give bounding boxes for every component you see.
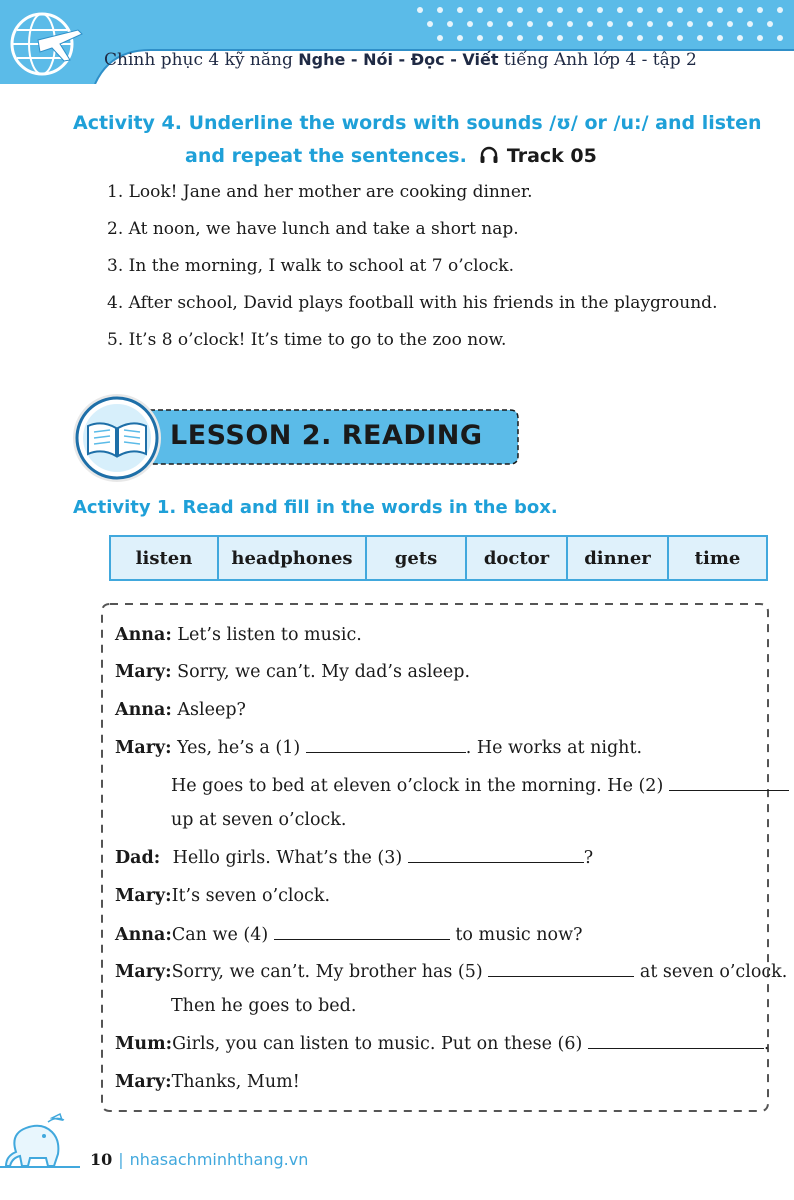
word-box-item: dinner bbox=[568, 537, 669, 579]
activity4-title-line2 bbox=[185, 145, 597, 170]
track-label[interactable]: Track 05 bbox=[506, 145, 597, 167]
dialogue-line bbox=[115, 925, 582, 945]
dialogue-line bbox=[115, 662, 470, 682]
speaker: Mary: bbox=[115, 662, 172, 682]
activity4-title-line2-text: and repeat the sentences. bbox=[185, 145, 467, 167]
speaker: Mary: bbox=[115, 1072, 172, 1092]
answer-blank-4[interactable] bbox=[274, 925, 450, 940]
headphones-icon[interactable] bbox=[479, 145, 499, 170]
header-title bbox=[104, 50, 697, 70]
dialogue-line bbox=[115, 625, 362, 645]
line-text: ? bbox=[583, 848, 594, 868]
answer-blank-1[interactable] bbox=[306, 738, 466, 753]
footer-website-link[interactable]: nhasachminhthang.vn bbox=[129, 1150, 309, 1169]
line-text: Sorry, we can’t. My brother has (5) bbox=[171, 962, 483, 982]
dialogue-line bbox=[115, 738, 642, 758]
line-text: He goes to bed at eleven o’clock in the morning. He (2) bbox=[171, 776, 664, 796]
line-text: Let’s listen to music. bbox=[177, 625, 362, 645]
speaker: Mum: bbox=[115, 1034, 173, 1054]
header-title-post: tiếng Anh lớp 4 - tập 2 bbox=[498, 50, 697, 70]
dialogue-line bbox=[115, 962, 787, 982]
dialogue-line-continued: Then he goes to bed. bbox=[171, 996, 357, 1016]
line-text: It’s seven o’clock. bbox=[171, 886, 331, 906]
line-text: Asleep? bbox=[177, 700, 246, 720]
dialogue-line bbox=[115, 1034, 769, 1054]
word-box-item: listen bbox=[111, 537, 219, 579]
dialogue-line bbox=[115, 848, 593, 868]
answer-blank-3[interactable] bbox=[408, 848, 584, 863]
speaker: Dad: bbox=[115, 848, 161, 868]
header-title-skills: Nghe - Nói - Đọc - Viết bbox=[298, 50, 499, 69]
dialogue-line-continued: up at seven o’clock. bbox=[171, 810, 347, 830]
speaker: Anna: bbox=[115, 700, 172, 720]
dialogue-line bbox=[115, 1072, 300, 1092]
dialogue-line bbox=[115, 700, 246, 720]
line-text: Thanks, Mum! bbox=[171, 1072, 300, 1092]
answer-blank-2[interactable] bbox=[669, 776, 789, 791]
open-book-icon bbox=[88, 423, 146, 456]
line-text: Hello girls. What’s the (3) bbox=[172, 848, 403, 868]
line-text: . bbox=[763, 1034, 770, 1054]
line-text: Girls, you can listen to music. Put on these (6) bbox=[172, 1034, 583, 1054]
sentence-1: 1. Look! Jane and her mother are cooking dinner. bbox=[107, 182, 533, 202]
line-text: . He works at night. bbox=[465, 738, 643, 758]
footer-separator: | bbox=[118, 1150, 124, 1169]
line-text: Can we (4) bbox=[171, 925, 269, 945]
speaker: Mary: bbox=[115, 962, 172, 982]
line-text: Yes, he’s a (1) bbox=[177, 738, 301, 758]
speaker: Mary: bbox=[115, 886, 172, 906]
sentence-5: 5. It’s 8 o’clock! It’s time to go to the zoo now. bbox=[107, 330, 507, 350]
answer-blank-6[interactable] bbox=[588, 1034, 764, 1049]
word-box-item: gets bbox=[367, 537, 467, 579]
line-text: at seven o’clock. bbox=[639, 962, 788, 982]
activity1-title: Activity 1. Read and fill in the words in the box. bbox=[73, 497, 558, 518]
speaker: Anna: bbox=[115, 925, 172, 945]
word-box-item: headphones bbox=[219, 537, 367, 579]
header-band bbox=[0, 0, 794, 84]
line-text: to music now? bbox=[455, 925, 583, 945]
sentence-4: 4. After school, David plays football with his friends in the playground. bbox=[107, 293, 718, 313]
lesson-title: LESSON 2. READING bbox=[170, 420, 483, 451]
word-box-item: doctor bbox=[467, 537, 568, 579]
elephant-icon bbox=[4, 1112, 72, 1170]
header-title-pre: Chinh phục 4 kỹ năng bbox=[104, 50, 299, 70]
dialogue-line-continued bbox=[171, 776, 789, 796]
word-box bbox=[109, 535, 768, 581]
page-number: 10 bbox=[90, 1150, 113, 1169]
footer-rule bbox=[0, 1166, 80, 1168]
line-text: Sorry, we can’t. My dad’s asleep. bbox=[177, 662, 471, 682]
sentence-3: 3. In the morning, I walk to school at 7 o’clock. bbox=[107, 256, 515, 276]
dialogue-line bbox=[115, 886, 330, 906]
footer bbox=[90, 1150, 308, 1169]
word-box-item: time bbox=[694, 547, 741, 569]
answer-blank-5[interactable] bbox=[488, 962, 634, 977]
speaker: Anna: bbox=[115, 625, 172, 645]
activity4-title-line1: Activity 4. Underline the words with sounds /ʊ/ or /u:/ and listen bbox=[73, 112, 762, 134]
speaker: Mary: bbox=[115, 738, 172, 758]
sentence-2: 2. At noon, we have lunch and take a short nap. bbox=[107, 219, 519, 239]
